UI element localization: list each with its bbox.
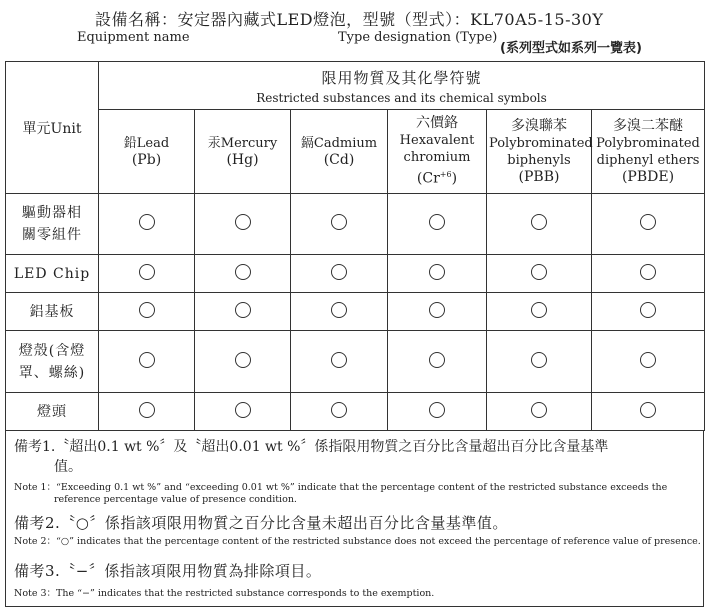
- substance-header-pbde: 多溴二苯醚 Polybrominated diphenyl ethers (PBDE): [592, 110, 705, 194]
- compliance-circle-icon: [235, 302, 251, 318]
- substance-header-pbb: 多溴聯苯 Polybrominated biphenyls (PBB): [487, 110, 592, 194]
- compliance-circle-icon: [331, 302, 347, 318]
- type-designation-label: Type designation (Type): [338, 30, 498, 45]
- compliance-circle-icon: [429, 402, 445, 418]
- equipment-name-label: Equipment name: [77, 30, 190, 45]
- substance-header-hexavalent-chromium: 六價鉻 Hexavalent chromium $(Cr^{+6})$: [388, 110, 487, 194]
- note-1-en: Note 1：“Exceeding 0.1 wt %” and “exceeding 0.01 wt %” indicate that the percentage content of the restricted substance exceeds the reference percentage value of presence condition.: [14, 482, 668, 505]
- compliance-circle-icon: [235, 264, 251, 280]
- compliance-circle-icon: [139, 214, 155, 230]
- compliance-circle-icon: [531, 302, 547, 318]
- notes-section: [5, 430, 704, 607]
- table-row: [6, 393, 705, 431]
- compliance-circle-icon: [139, 302, 155, 318]
- restricted-header-zh: 限用物質及其化學符號: [321, 68, 482, 87]
- compliance-circle-icon: [640, 352, 656, 368]
- compliance-circle-icon: [331, 264, 347, 280]
- note-2-zh: 備考2.〝○〞係指該項限用物質之百分比含量未超出百分比含量基準值。: [14, 514, 508, 532]
- row-label-lamp-housing: 燈殼(含燈 罩、螺絲): [6, 331, 99, 393]
- compliance-circle-icon: [139, 402, 155, 418]
- substance-header-mercury: 汞Mercury (Hg): [195, 110, 291, 194]
- substance-header-cadmium: 鎘Cadmium (Cd): [291, 110, 388, 194]
- substance-header-lead: 鉛Lead (Pb): [99, 110, 195, 194]
- compliance-circle-icon: [531, 264, 547, 280]
- compliance-circle-icon: [429, 352, 445, 368]
- note-3-en: Note 3：The “−” indicates that the restricted substance corresponds to the exemption.: [14, 588, 435, 599]
- compliance-circle-icon: [331, 214, 347, 230]
- note-3-zh: 備考3.〝−〞係指該項限用物質為排除項目。: [14, 562, 322, 580]
- compliance-circle-icon: [139, 264, 155, 280]
- restricted-substances-table: [5, 61, 705, 431]
- series-note: (系列型式如系列一覽表): [500, 41, 642, 56]
- compliance-circle-icon: [331, 402, 347, 418]
- compliance-circle-icon: [235, 402, 251, 418]
- note-1-zh: 備考1.〝超出0.1 wt %〞及〝超出0.01 wt %〞係指限用物質之百分比含量超出百分比含量基準 值。: [14, 439, 609, 475]
- compliance-circle-icon: [429, 264, 445, 280]
- row-label-aluminum-substrate: 鋁基板: [6, 293, 99, 331]
- compliance-circle-icon: [429, 302, 445, 318]
- row-label-lamp-cap: 燈頭: [6, 393, 99, 431]
- compliance-circle-icon: [429, 214, 445, 230]
- compliance-circle-icon: [235, 214, 251, 230]
- row-label-driver-components: 驅動器相 關零組件: [6, 194, 99, 255]
- table-row: [6, 331, 705, 393]
- compliance-circle-icon: [531, 402, 547, 418]
- compliance-circle-icon: [640, 402, 656, 418]
- restricted-header-en: Restricted substances and its chemical symbols: [256, 90, 547, 105]
- compliance-circle-icon: [640, 214, 656, 230]
- row-label-led-chip: LED Chip: [6, 255, 99, 293]
- compliance-circle-icon: [531, 214, 547, 230]
- table-row: [6, 293, 705, 331]
- compliance-circle-icon: [640, 302, 656, 318]
- restricted-substances-header: [99, 62, 705, 110]
- compliance-circle-icon: [235, 352, 251, 368]
- unit-header: 單元Unit: [6, 62, 99, 194]
- compliance-circle-icon: [640, 264, 656, 280]
- document-header: [5, 3, 704, 61]
- note-2-en: Note 2：“○” indicates that the percentage content of the restricted substance does not exceed the percentage of reference value of presence.: [14, 536, 701, 547]
- table-row: [6, 194, 705, 255]
- compliance-circle-icon: [331, 352, 347, 368]
- table-row: [6, 255, 705, 293]
- equipment-title: 設備名稱：安定器內藏式LED燈泡，型號（型式）：KL70A5-15-30Y: [95, 10, 604, 29]
- compliance-circle-icon: [139, 352, 155, 368]
- compliance-circle-icon: [531, 352, 547, 368]
